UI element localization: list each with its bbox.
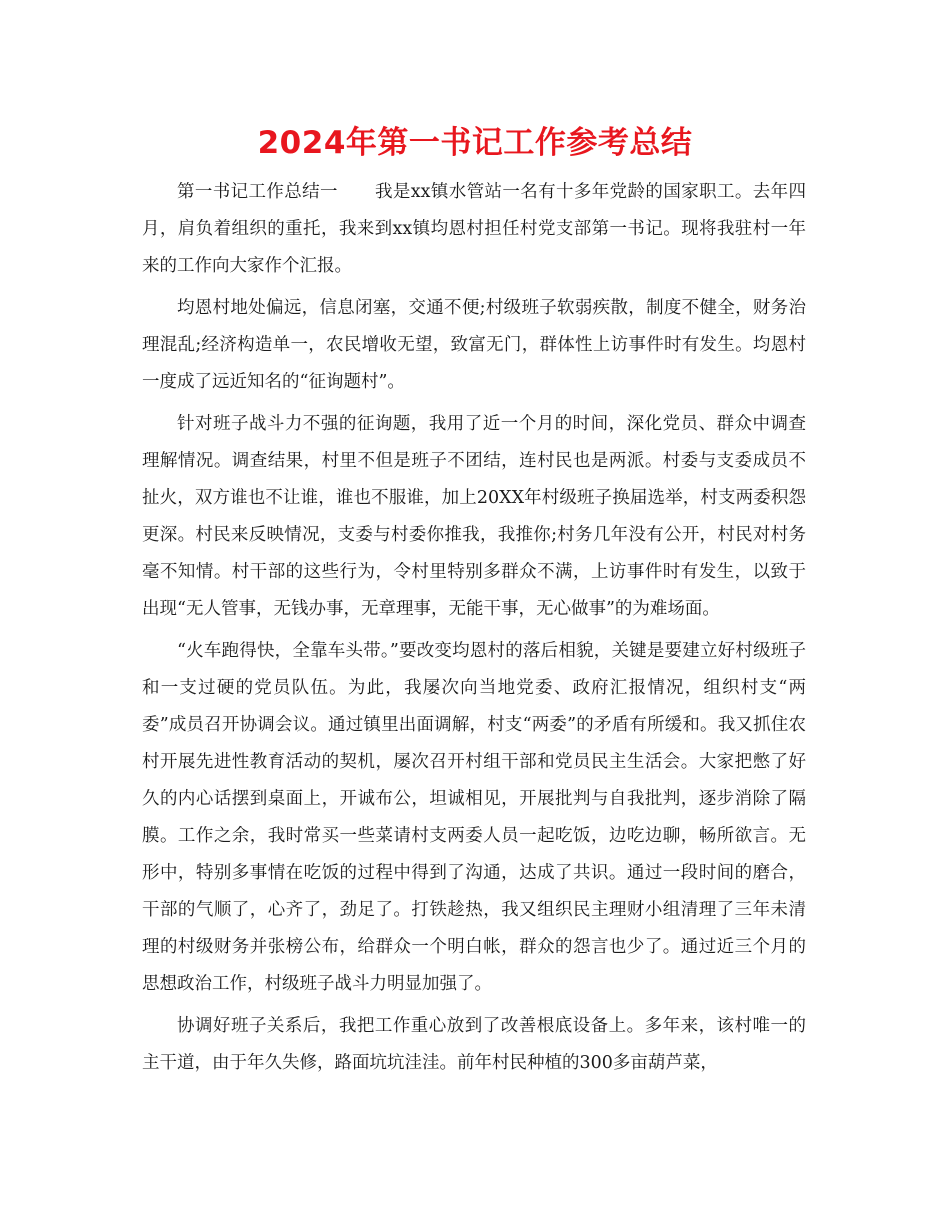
document-body — [142, 174, 806, 1082]
paragraph-5: 协调好班子关系后，我把工作重心放到了改善根底设备上。多年来，该村唯一的主干道，由于年久失修，路面坑坑洼洼。前年村民种植的300多亩葫芦菜， — [142, 1016, 806, 1073]
paragraph-2: 均恩村地处偏远，信息闭塞，交通不便;村级班子软弱疾散，制度不健全，财务治理混乱;经济构造单一，农民增收无望，致富无门，群体性上访事件时有发生。均恩村一度成了远近知名的“征询题村”。 — [142, 298, 806, 392]
paragraph-text: 我是xx镇水管站一名有十多年党龄的国家职工。去年四月，肩负着组织的重托，我来到xx镇均恩村担任村党支部第一书记。现将我驻村一年来的工作向大家作个汇报。 — [142, 182, 806, 276]
paragraph-lead: 第一书记工作总结一 — [177, 182, 338, 202]
paragraph-3: 针对班子战斗力不强的征询题，我用了近一个月的时间，深化党员、群众中调查理解情况。调查结果，村里不但是班子不团结，连村民也是两派。村委与支委成员不扯火，双方谁也不让谁，谁也不服谁，加上20XX年村级班子换届选举，村支两委积怨更深。村民来反映情况，支委与村委你推我，我推你;村务几年没有公开，村民对村务毫不知情。村干部的这些行为，令村里特别多群众不满，上访事件时有发生，以致于出现“无人管事，无钱办事，无章理事，无能干事，无心做事”的为难场面。 — [142, 414, 806, 619]
paragraph-4: “火车跑得快，全靠车头带。”要改变均恩村的落后相貌，关键是要建立好村级班子和一支过硬的党员队伍。为此，我屡次向当地党委、政府汇报情况，组织村支“两委”成员召开协调会议。通过镇里出面调解，村支“两委”的矛盾有所缓和。我又抓住农村开展先进性教育活动的契机，屡次召开村组干部和党员民主生活会。大家把憋了好久的内心话摆到桌面上，开诚布公，坦诚相见，开展批判与自我批判，逐步消除了隔膜。工作之余，我时常买一些菜请村支两委人员一起吃饭，边吃边聊，畅所欲言。无形中，特别多事情在吃饭的过程中得到了沟通，达成了共识。通过一段时间的磨合，干部的气顺了，心齐了，劲足了。打铁趁热，我又组织民主理财小组清理了三年未清理的村级财务并张榜公布，给群众一个明白帐，群众的怨言也少了。通过近三个月的思想政治工作，村级班子战斗力明显加强了。 — [142, 641, 806, 994]
page-title: 2024年第一书记工作参考总结 — [257, 125, 693, 161]
paragraph-1 — [142, 174, 806, 285]
